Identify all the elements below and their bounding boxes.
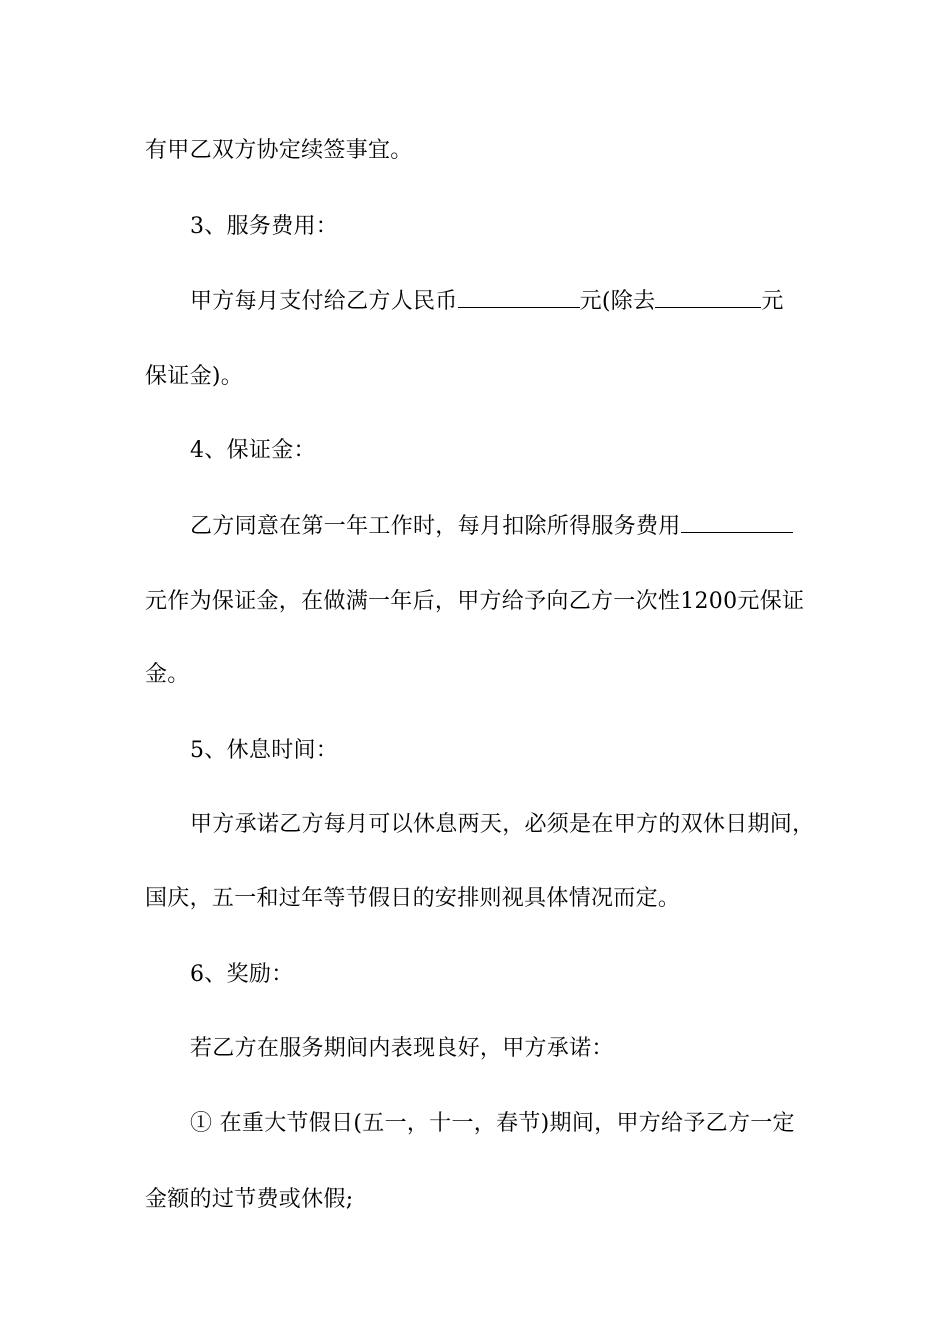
paragraph-rest — [190, 810, 850, 840]
section-heading-reward — [190, 960, 850, 990]
paragraph-reward — [190, 1034, 850, 1064]
text-line: ① 在重大节假日(五一，十一，春节)期间，甲方给予乙方一定 — [190, 1111, 795, 1136]
paragraph-rest-continuation — [145, 884, 805, 914]
text-line: 有甲乙双方协定续签事宜。 — [145, 138, 413, 163]
text-line: 国庆，五一和过年等节假日的安排则视具体情况而定。 — [145, 886, 681, 911]
reward-item-1 — [190, 1109, 850, 1139]
paragraph-fees-continuation — [145, 362, 805, 392]
text-line: 甲方承诺乙方每月可以休息两天，必须是在甲方的双休日期间， — [190, 812, 815, 837]
text-line: 元 — [761, 289, 784, 314]
text-line: 乙方同意在第一年工作时，每月扣除所得服务费用 — [190, 514, 681, 539]
text-line: 元作为保证金，在做满一年后，甲方给予向乙方一次性1200元保证 — [145, 589, 805, 614]
fill-in-blank[interactable] — [458, 287, 580, 308]
heading-text: 5、休息时间： — [190, 738, 339, 763]
section-heading-fees — [190, 212, 850, 242]
text-line: 甲方每月支付给乙方人民币 — [190, 289, 458, 314]
paragraph-deposit-continuation — [145, 587, 805, 617]
fill-in-blank[interactable] — [681, 512, 793, 533]
section-heading-deposit — [190, 436, 850, 466]
paragraph-fees — [190, 287, 850, 317]
text-line: 金额的过节费或休假; — [145, 1187, 354, 1212]
heading-text: 6、奖励： — [190, 962, 294, 987]
heading-text: 3、服务费用： — [190, 214, 339, 239]
section-heading-rest — [190, 736, 850, 766]
text-line: 元(除去 — [579, 289, 656, 314]
paragraph-continuation — [145, 136, 805, 166]
text-line: 若乙方在服务期间内表现良好，甲方承诺： — [190, 1036, 614, 1061]
paragraph-deposit — [190, 512, 850, 542]
paragraph-deposit-end — [145, 660, 805, 690]
reward-item-1-continuation — [145, 1185, 805, 1215]
heading-text: 4、保证金： — [190, 438, 316, 463]
fill-in-blank[interactable] — [655, 287, 761, 308]
text-line: 金。 — [145, 662, 190, 687]
text-line: 保证金)。 — [145, 364, 244, 389]
